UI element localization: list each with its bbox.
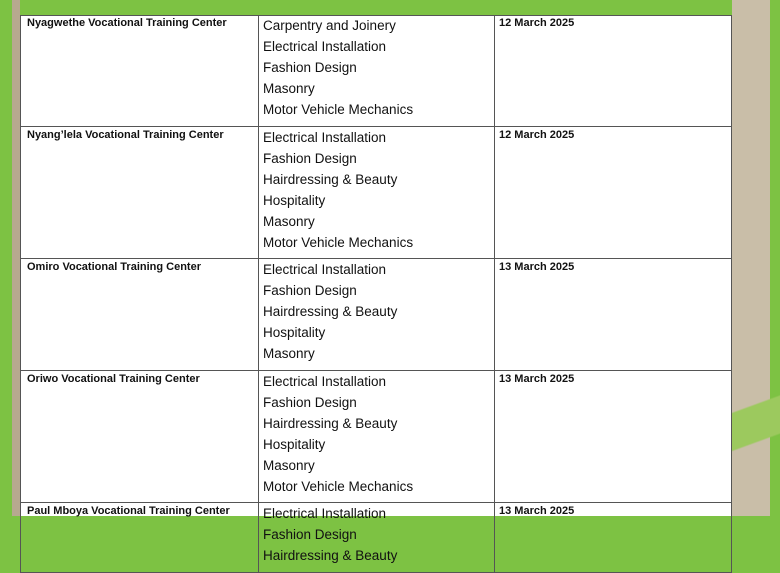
course-list: [263, 260, 397, 365]
date-text: 13 March 2025: [499, 261, 575, 273]
center-name: Oriwo Vocational Training Center: [27, 373, 200, 385]
center-name: Omiro Vocational Training Center: [27, 261, 201, 273]
center-name: Nyang’lela Vocational Training Center: [27, 129, 224, 141]
course-item: Fashion Design: [263, 394, 357, 410]
course-item: Motor Vehicle Mechanics: [263, 234, 414, 250]
course-item: Hairdressing & Beauty: [263, 547, 398, 563]
courses-cell: [259, 127, 495, 258]
date-text: 13 March 2025: [499, 373, 575, 385]
course-list: [263, 128, 413, 253]
date-cell: [495, 259, 732, 370]
course-item: Fashion Design: [263, 59, 357, 75]
course-item: Hairdressing & Beauty: [263, 171, 398, 187]
courses-cell: [259, 503, 495, 572]
course-list: [263, 372, 413, 497]
table-header: [20, 0, 732, 16]
center-cell: [20, 15, 259, 126]
course-item: Hospitality: [263, 324, 326, 340]
date-text: 12 March 2025: [499, 17, 575, 29]
course-list: [263, 16, 413, 121]
course-item: Motor Vehicle Mechanics: [263, 101, 414, 117]
date-cell: [495, 371, 732, 502]
course-item: Electrical Installation: [263, 374, 387, 389]
date-text: 12 March 2025: [499, 129, 575, 141]
course-item: Electrical Installation: [263, 506, 387, 521]
date-cell: [495, 15, 732, 126]
course-item: Masonry: [263, 213, 315, 229]
table-row: [20, 15, 732, 127]
course-item: Fashion Design: [263, 150, 357, 166]
course-item: Electrical Installation: [263, 130, 387, 145]
course-item: Hospitality: [263, 436, 326, 452]
course-item: Hairdressing & Beauty: [263, 303, 398, 319]
course-item: Fashion Design: [263, 526, 357, 542]
courses-cell: [259, 259, 495, 370]
course-item: Carpentry and Joinery: [263, 18, 396, 33]
date-text: 13 March 2025: [499, 505, 575, 517]
table-row: [20, 259, 732, 371]
center-cell: [20, 127, 259, 258]
courses-cell: [259, 15, 495, 126]
center-name: Paul Mboya Vocational Training Center: [27, 505, 230, 517]
course-item: Fashion Design: [263, 282, 357, 298]
table-row: [20, 127, 732, 259]
date-cell: [495, 127, 732, 258]
course-item: Electrical Installation: [263, 38, 387, 54]
table-row: [20, 371, 732, 503]
table-row: [20, 503, 732, 573]
course-item: Electrical Installation: [263, 262, 387, 277]
center-cell: [20, 503, 259, 572]
course-item: Hospitality: [263, 192, 326, 208]
course-item: Hairdressing & Beauty: [263, 415, 398, 431]
schedule-table: [20, 0, 732, 563]
course-list: [263, 504, 397, 567]
course-item: Masonry: [263, 457, 315, 473]
center-cell: [20, 371, 259, 502]
center-cell: [20, 259, 259, 370]
date-cell: [495, 503, 732, 572]
course-item: Motor Vehicle Mechanics: [263, 478, 414, 494]
left-decorative-stripe: [12, 0, 20, 516]
courses-cell: [259, 371, 495, 502]
course-item: Masonry: [263, 80, 315, 96]
course-item: Masonry: [263, 345, 315, 361]
center-name: Nyagwethe Vocational Training Center: [27, 17, 227, 29]
diagonal-decoration: [732, 360, 780, 516]
